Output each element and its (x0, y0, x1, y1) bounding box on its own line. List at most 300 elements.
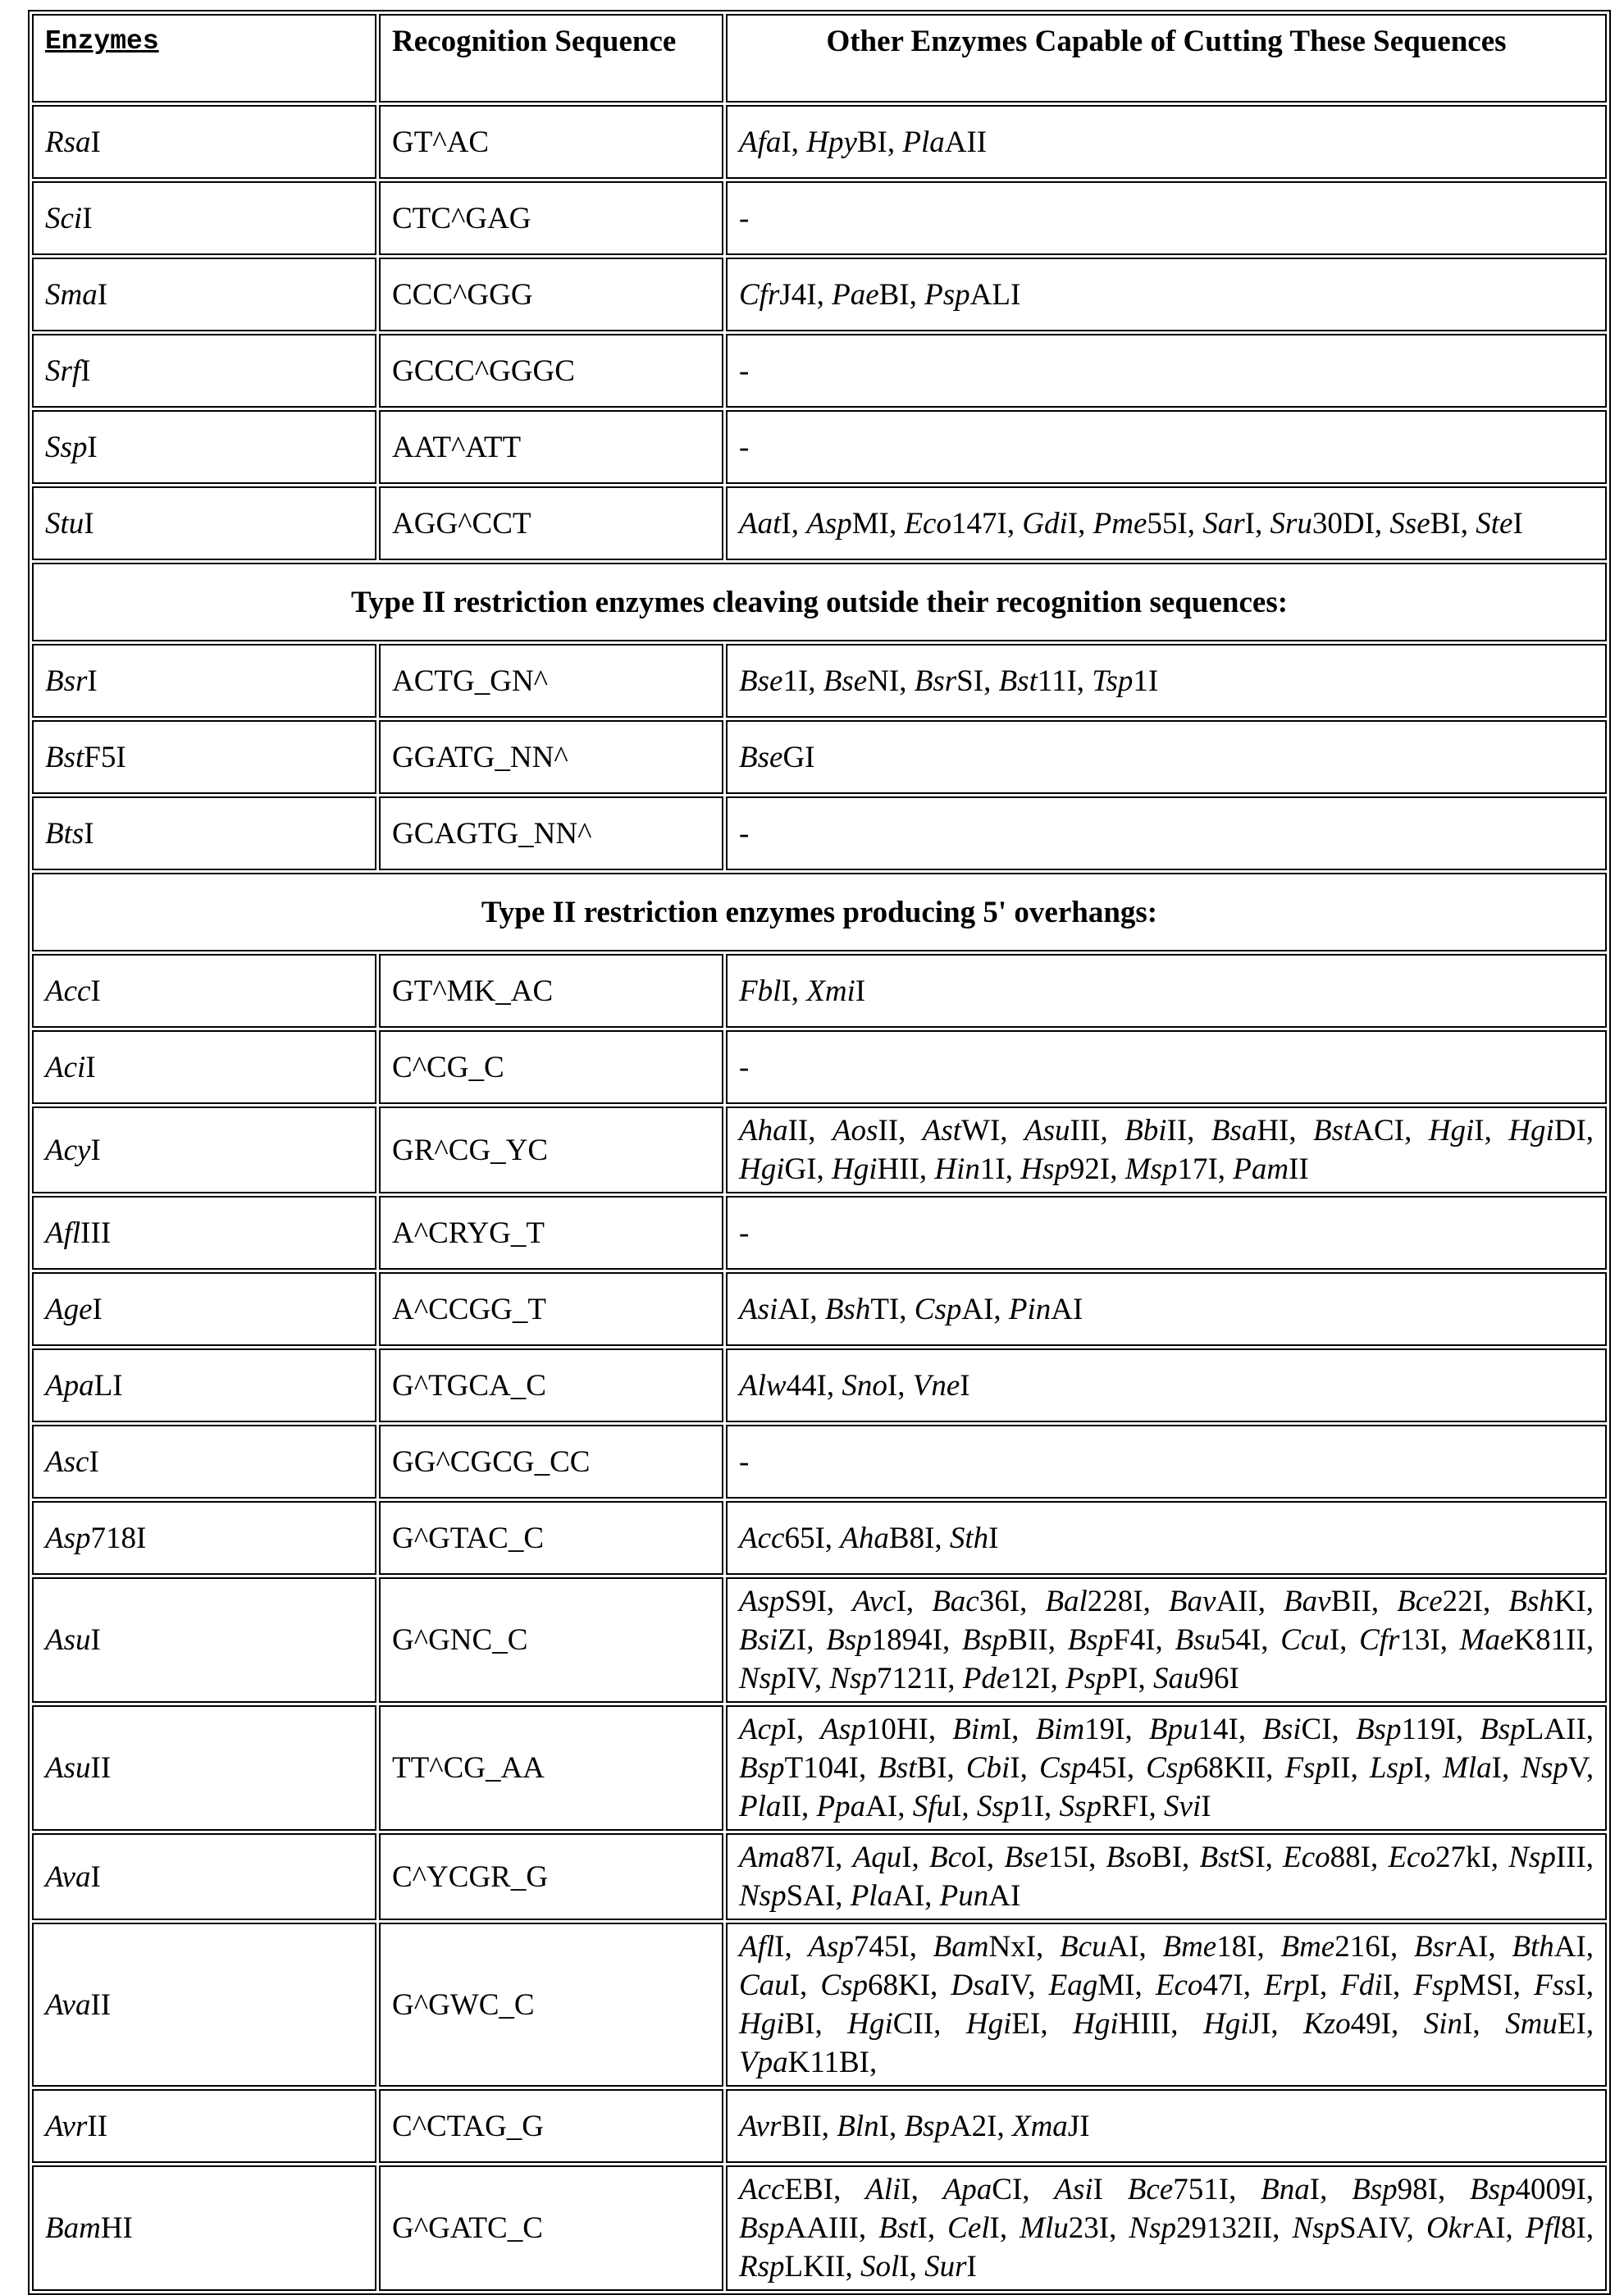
enzyme-name-suffix: 98I (1398, 2173, 1438, 2206)
enzyme-name-italic: Nsp (739, 1662, 787, 1695)
other-enzyme (739, 2110, 822, 2143)
enzyme-name-italic: Vne (913, 1369, 960, 1403)
enzyme-name-suffix: 718I (91, 1522, 147, 1555)
enzyme-name-suffix: I (781, 974, 791, 1008)
other-enzyme (932, 1585, 1020, 1618)
enzyme-name-suffix: I (87, 431, 97, 464)
enzyme-name-suffix: KI (1554, 1585, 1586, 1618)
enzyme-name-suffix: BI (879, 278, 910, 312)
other-enzyme (806, 974, 865, 1008)
enzyme-name-italic: Psp (924, 278, 970, 312)
other-enzyme (1068, 1623, 1156, 1657)
enzyme-name-italic: Hin (934, 1152, 980, 1186)
enzyme-name-suffix: II (1289, 1152, 1309, 1186)
enzyme-name-italic: Aci (45, 1051, 85, 1084)
enzyme-name-italic: Ssp (1060, 1790, 1102, 1823)
other-enzyme (817, 1790, 898, 1823)
enzyme-name-italic: Bme (1162, 1930, 1216, 1964)
enzyme-name-suffix: DI (1554, 1114, 1586, 1148)
enzyme-name-suffix: 7121I (877, 1662, 947, 1695)
other-enzyme (739, 1662, 814, 1695)
enzyme-name-italic: Bsr (45, 664, 87, 698)
table-row (32, 334, 1607, 408)
enzyme-name-suffix: III (1070, 1114, 1100, 1148)
enzyme-name-italic: Bbi (1124, 1114, 1166, 1148)
enzyme-name-suffix: JI (1249, 2007, 1271, 2041)
other-enzymes-cell: AcpI, Asp10HI, BimI, Bim19I, Bpu14I, BsiCI, Bsp119I, BspLAII, BspT104I, BstBI, CbiI, Csp45I, Csp68KII, FspII, LspI, MlaI, NspV, PlaII, PpaAI, SfuI, Ssp1I, SspRFI, SviI (726, 1705, 1607, 1831)
other-enzymes-cell: AsiAI, BshTI, CspAI, PinAI (726, 1272, 1607, 1346)
enzyme-name-italic: Bse (1004, 1841, 1047, 1874)
enzyme-name-italic: Csp (1146, 1751, 1193, 1785)
enzyme-name-suffix: 29132II (1176, 2211, 1272, 2245)
enzyme-name-suffix: 1I (782, 664, 808, 698)
other-enzyme (1359, 1623, 1440, 1657)
enzyme-name-italic: Bsp (904, 2110, 950, 2143)
enzyme-name-suffix: AI (892, 1879, 924, 1913)
other-enzyme (1480, 1713, 1585, 1746)
enzyme-name-italic: Ama (739, 1841, 795, 1874)
enzyme-name-italic: Nsp (1292, 2211, 1339, 2245)
enzyme-name-italic: Bav (1284, 1585, 1331, 1618)
enzyme-name-italic: Sau (1153, 1662, 1199, 1695)
enzyme-name-suffix: I (1010, 1751, 1020, 1785)
enzyme-name-suffix: 23I (1069, 2211, 1109, 2245)
enzyme-name-italic: Mae (1460, 1623, 1514, 1657)
enzyme-name-suffix: 1894I (872, 1623, 942, 1657)
enzyme-name-italic: Bsu (1175, 1623, 1220, 1657)
enzyme-name-italic: Kzo (1303, 2007, 1351, 2041)
other-enzyme (1526, 2211, 1586, 2245)
enzyme-name-italic: Mlu (1020, 2211, 1069, 2245)
other-enzymes-cell: Bse1I, BseNI, BsrSI, Bst11I, Tsp1I (726, 644, 1607, 718)
enzyme-name-italic: Bst (1199, 1841, 1238, 1874)
enzyme-name-suffix: I (1474, 1114, 1484, 1148)
enzyme-name-suffix: I (90, 974, 100, 1008)
enzyme-name-italic: Asi (739, 1293, 778, 1326)
other-enzymes-cell: Ama87I, AquI, BcoI, Bse15I, BsoBI, BstSI, Eco88I, Eco27kI, NspIII, NspSAI, PlaAI, PunAI (726, 1833, 1607, 1920)
other-enzyme (739, 1114, 808, 1148)
section-heading: Type II restriction enzymes producing 5' overhangs: (32, 873, 1607, 951)
table-row (32, 1196, 1607, 1270)
other-enzyme (1202, 507, 1255, 541)
enzyme-name-suffix: I (90, 1860, 100, 1894)
enzyme-name-suffix: II (781, 1790, 801, 1823)
enzyme-name-italic: Bce (1397, 1585, 1442, 1618)
other-enzyme (826, 1623, 942, 1657)
other-enzyme (1303, 2007, 1391, 2041)
table-row (32, 2165, 1607, 2291)
enzyme-name-italic: Ast (923, 1114, 961, 1148)
enzyme-name-italic: Csp (820, 1969, 868, 2002)
enzyme-name-suffix: BII (1331, 1585, 1371, 1618)
enzyme-name-suffix: RFI (1102, 1790, 1149, 1823)
other-enzyme (1199, 1841, 1265, 1874)
enzyme-name-italic: Smu (1505, 2007, 1558, 2041)
table-row (32, 1501, 1607, 1575)
enzyme-name-italic: Cfr (1359, 1623, 1399, 1657)
enzyme-name-italic: Stu (45, 507, 84, 541)
enzyme-name-italic: Asc (45, 1445, 89, 1479)
enzyme-name-italic: Bsp (962, 1623, 1008, 1657)
table-row (32, 1272, 1607, 1346)
enzyme-name-italic: Bce (1128, 2173, 1173, 2206)
table-row (32, 1425, 1607, 1499)
other-enzyme (739, 1879, 835, 1913)
enzyme-cell (32, 1705, 376, 1831)
table-row (32, 644, 1607, 718)
enzyme-cell (32, 1425, 376, 1499)
enzyme-name-suffix: 12I (1010, 1662, 1050, 1695)
enzyme-name-italic: Bst (45, 741, 84, 774)
enzyme-name-suffix: II (1330, 1751, 1351, 1785)
enzyme-name-suffix: 17I (1177, 1152, 1217, 1186)
other-enzyme (1169, 1585, 1258, 1618)
enzyme-name-suffix: LAII (1526, 1713, 1586, 1746)
other-enzymes-cell: - (726, 1196, 1607, 1270)
enzyme-name-suffix: BI (1152, 1841, 1182, 1874)
enzyme-name-italic: Asp (739, 1585, 785, 1618)
enzyme-name-suffix: I (918, 2211, 928, 2245)
other-enzyme (1093, 507, 1188, 541)
enzyme-name-suffix: J4I (779, 278, 816, 312)
other-enzyme (977, 1790, 1044, 1823)
other-enzyme (739, 1369, 827, 1403)
enzyme-name-italic: Sfu (913, 1790, 951, 1823)
enzyme-name-suffix: I (901, 1841, 911, 1874)
enzyme-name-italic: Sar (1202, 507, 1244, 541)
enzyme-name-suffix: I (774, 1930, 784, 1964)
enzyme-name-suffix: I (790, 1969, 800, 2002)
enzyme-cell (32, 1577, 376, 1703)
enzyme-name-suffix: 19I (1084, 1713, 1124, 1746)
enzyme-name-italic: Pla (851, 1879, 892, 1913)
enzyme-name-suffix: I (82, 202, 92, 235)
enzyme-name-suffix: I (91, 1623, 101, 1657)
enzyme-name-suffix: I (1093, 2173, 1103, 2206)
other-enzyme (904, 2110, 997, 2143)
enzyme-cell (32, 2089, 376, 2163)
other-enzyme (823, 664, 899, 698)
enzyme-name-italic: Sur (924, 2250, 966, 2284)
enzyme-name-italic: Sth (950, 1522, 988, 1555)
enzyme-name-suffix: II (91, 1751, 112, 1785)
enzyme-name-suffix: I (990, 2211, 1000, 2245)
other-enzyme (833, 1114, 898, 1148)
enzyme-name-italic: Bsr (1414, 1930, 1456, 1964)
enzyme-name-suffix: BI (785, 2007, 815, 2041)
other-enzyme (1175, 1623, 1261, 1657)
enzyme-name-suffix: I (93, 1293, 103, 1326)
enzyme-name-suffix: 1I (980, 1152, 1006, 1186)
enzyme-name-italic: Asu (45, 1751, 91, 1785)
enzyme-name-italic: Afl (739, 1930, 774, 1964)
other-enzymes-cell: Acc65I, AhaB8I, SthI (726, 1501, 1607, 1575)
other-enzyme (1129, 2211, 1272, 2245)
enzyme-name-suffix: I (1245, 507, 1255, 541)
enzyme-name-italic: Ppa (817, 1790, 866, 1823)
enzyme-cell (32, 954, 376, 1028)
enzyme-name-suffix: 49I (1351, 2007, 1391, 2041)
enzyme-name-suffix: S9I (785, 1585, 827, 1618)
other-enzyme (852, 1585, 906, 1618)
enzyme-name-suffix: AI (988, 1879, 1020, 1913)
other-enzyme (739, 1152, 817, 1186)
other-enzyme (739, 1751, 859, 1785)
enzyme-name-italic: Alw (739, 1369, 787, 1403)
enzyme-name-suffix: 65I (784, 1522, 824, 1555)
enzyme-name-italic: Ali (865, 2173, 901, 2206)
recognition-sequence-cell: G^TGCA_C (379, 1348, 723, 1422)
enzyme-name-italic: Nsp (739, 1879, 787, 1913)
enzyme-name-italic: Cfr (739, 278, 779, 312)
enzyme-name-suffix: JI (1068, 2110, 1090, 2143)
enzyme-name-suffix: GI (782, 741, 814, 774)
enzyme-name-suffix: IV (1000, 1969, 1028, 2002)
enzyme-name-suffix: ALI (970, 278, 1021, 312)
enzyme-cell (32, 796, 376, 870)
enzyme-name-suffix: 44I (787, 1369, 827, 1403)
enzyme-name-suffix: LKII (785, 2250, 846, 2284)
enzyme-name-italic: Bim (952, 1713, 1001, 1746)
enzyme-name-suffix: 4009I (1516, 2173, 1586, 2206)
other-enzyme (806, 507, 889, 541)
other-enzymes-cell: AccEBI, AliI, ApaCI, AsiI Bce751I, BnaI, Bsp98I, Bsp4009I, BspAAIII, BstI, CelI, Mlu23I, Nsp29132II, NspSAIV, OkrAI, Pfl8I, RspLKII, SolI, SurI (726, 2165, 1607, 2291)
enzyme-name-suffix: 8I (1561, 2211, 1586, 2245)
enzyme-name-suffix: I (1512, 507, 1522, 541)
other-enzyme (825, 1293, 899, 1326)
enzyme-name-italic: Nsp (829, 1662, 877, 1695)
enzyme-cell (32, 1348, 376, 1422)
other-enzyme (913, 1369, 970, 1403)
enzyme-name-italic: Hgi (832, 1152, 878, 1186)
enzyme-name-suffix: AII (1216, 1585, 1257, 1618)
enzyme-name-suffix: I (1310, 1969, 1320, 2002)
enzyme-name-suffix: NxI (989, 1930, 1037, 1964)
enzyme-name-italic: Eco (1388, 1841, 1435, 1874)
enzyme-name-italic: Acc (45, 974, 90, 1008)
other-enzymes-cell: Alw44I, SnoI, VneI (726, 1348, 1607, 1422)
other-enzyme (999, 664, 1077, 698)
recognition-sequence-cell: G^GWC_C (379, 1923, 723, 2087)
other-enzyme (1313, 1114, 1404, 1148)
enzyme-name-suffix: V (1568, 1751, 1586, 1785)
other-enzyme (1060, 1790, 1149, 1823)
recognition-sequence-cell: TT^CG_AA (379, 1705, 723, 1831)
other-enzyme (1149, 1713, 1239, 1746)
other-enzyme (1284, 1585, 1371, 1618)
enzyme-name-italic: Xma (1012, 2110, 1068, 2143)
other-enzyme (1280, 1623, 1339, 1657)
table-body (32, 105, 1607, 2291)
enzyme-name-suffix: I (1462, 2007, 1472, 2041)
header-other-enzymes: Other Enzymes Capable of Cutting These Sequences (726, 14, 1607, 103)
other-enzyme (1283, 1841, 1371, 1874)
enzyme-name-suffix: AII (945, 125, 987, 159)
enzyme-name-italic: Bco (929, 1841, 977, 1874)
enzyme-name-suffix: 87I (795, 1841, 835, 1874)
enzyme-name-suffix: 92I (1070, 1152, 1110, 1186)
enzyme-name-italic: Xmi (806, 974, 855, 1008)
other-enzyme (840, 1522, 934, 1555)
other-enzyme (1512, 1930, 1585, 1964)
enzyme-name-italic: Sma (45, 278, 98, 312)
enzyme-name-suffix: I (1310, 2173, 1320, 2206)
other-enzyme (1153, 1662, 1239, 1695)
enzyme-name-italic: Bsh (1508, 1585, 1554, 1618)
enzyme-name-italic: Asp (806, 507, 852, 541)
other-enzyme (915, 664, 983, 698)
enzyme-name-suffix: B8I (889, 1522, 935, 1555)
other-enzyme (832, 278, 910, 312)
enzyme-name-italic: Afl (45, 1216, 80, 1250)
enzyme-name-suffix: 55I (1147, 507, 1187, 541)
other-enzyme (1022, 507, 1078, 541)
enzyme-name-italic: Okr (1426, 2211, 1474, 2245)
enzyme-name-suffix: TI (870, 1293, 899, 1326)
enzyme-name-suffix: II (87, 2110, 107, 2143)
enzyme-name-italic: Tsp (1092, 664, 1133, 698)
enzyme-name-suffix: SAI (787, 1879, 836, 1913)
enzyme-name-suffix: II (788, 1114, 809, 1148)
enzyme-name-italic: Eco (904, 507, 951, 541)
enzyme-name-italic: Fsp (1284, 1751, 1330, 1785)
recognition-sequence-cell: GG^CGCG_CC (379, 1425, 723, 1499)
enzyme-cell (32, 644, 376, 718)
enzyme-name-suffix: 18I (1216, 1930, 1257, 1964)
enzyme-name-suffix: EBI (784, 2173, 833, 2206)
enzyme-name-italic: Bna (1261, 2173, 1310, 2206)
enzyme-cell (32, 1923, 376, 2087)
enzyme-name-italic: Avr (739, 2110, 781, 2143)
enzyme-name-suffix: III (80, 1216, 111, 1250)
enzyme-name-suffix: 751I (1173, 2173, 1229, 2206)
other-enzyme (913, 1790, 962, 1823)
table-row (32, 720, 1607, 794)
enzyme-name-italic: Apa (943, 2173, 992, 2206)
table-row (32, 796, 1607, 870)
other-enzyme (739, 2046, 869, 2079)
enzyme-name-italic: Ava (45, 1860, 90, 1894)
enzyme-name-suffix: 228I (1088, 1585, 1143, 1618)
enzyme-name-italic: Hgi (847, 2007, 893, 2041)
other-enzyme (739, 974, 791, 1008)
other-enzyme (1470, 2173, 1586, 2206)
other-enzyme (1397, 1585, 1483, 1618)
other-enzyme (923, 1114, 1001, 1148)
other-enzyme (853, 1841, 912, 1874)
other-enzyme (739, 664, 808, 698)
other-enzymes-cell: - (726, 410, 1607, 484)
enzyme-name-italic: Fss (1534, 1969, 1576, 2002)
enzyme-name-suffix: AI (865, 1790, 897, 1823)
other-enzyme (1413, 1969, 1512, 2002)
enzyme-name-italic: Fsp (1413, 1969, 1459, 2002)
enzyme-name-suffix: I (1413, 1751, 1423, 1785)
other-enzyme (739, 741, 814, 774)
enzyme-name-suffix: K81II (1513, 1623, 1585, 1657)
recognition-sequence-cell: AGG^CCT (379, 486, 723, 560)
other-enzyme (1388, 1841, 1490, 1874)
enzyme-name-suffix: I (960, 1369, 969, 1403)
enzyme-name-suffix: 147I (951, 507, 1007, 541)
recognition-sequence-cell: G^GTAC_C (379, 1501, 723, 1575)
other-enzyme (878, 2211, 928, 2245)
other-enzyme (1045, 1585, 1143, 1618)
enzyme-name-italic: Msp (1125, 1152, 1178, 1186)
enzyme-name-suffix: I (89, 1445, 98, 1479)
other-enzyme (808, 1930, 909, 1964)
enzyme-name-suffix: I (887, 1369, 897, 1403)
enzyme-name-suffix: I (80, 354, 90, 388)
recognition-sequence-cell: G^GNC_C (379, 1577, 723, 1703)
other-enzyme (1264, 1969, 1320, 2002)
enzyme-cell (32, 181, 376, 255)
enzyme-name-suffix: I (84, 817, 94, 851)
other-enzyme (829, 1662, 947, 1695)
enzyme-name-italic: Hgi (966, 2007, 1012, 2041)
other-enzyme (1460, 1623, 1586, 1657)
enzyme-name-italic: Bso (1106, 1841, 1152, 1874)
enzyme-name-suffix: I (781, 125, 791, 159)
enzyme-name-suffix: I (781, 507, 791, 541)
enzyme-name-suffix: 96I (1199, 1662, 1239, 1695)
enzyme-name-suffix: MSI (1459, 1969, 1513, 2002)
enzyme-name-suffix: I (87, 664, 97, 698)
enzyme-name-suffix: AAIII (785, 2211, 859, 2245)
enzyme-name-italic: Asp (808, 1930, 854, 1964)
enzyme-name-italic: Hgi (739, 1152, 785, 1186)
other-enzyme (837, 2110, 889, 2143)
other-enzyme (1164, 1790, 1211, 1823)
enzyme-name-italic: Mla (1443, 1751, 1492, 1785)
enzyme-name-suffix: BI (917, 1751, 947, 1785)
enzyme-name-suffix: I (896, 1585, 906, 1618)
other-enzymes-cell: CfrJ4I, PaeBI, PspALI (726, 258, 1607, 331)
enzyme-name-italic: Bsp (826, 1623, 872, 1657)
enzyme-name-suffix: I (91, 125, 101, 159)
enzyme-cell (32, 1106, 376, 1193)
other-enzyme (1508, 1841, 1586, 1874)
enzyme-name-italic: Ste (1476, 507, 1512, 541)
other-enzymes-cell: AflI, Asp745I, BamNxI, BcuAI, Bme18I, Bme216I, BsrAI, BthAI, CauI, Csp68KI, DsaIV, EagMI, Eco47I, ErpI, FdiI, FspMSI, FssI, HgiBI, HgiCII, HgiEI, HgiHIII, HgiJI, Kzo49I, SinI, SmuEI, VpaK11BI, (726, 1923, 1607, 2087)
enzyme-name-suffix: 27kI (1435, 1841, 1491, 1874)
enzyme-name-italic: Bal (1045, 1585, 1087, 1618)
other-enzyme (1352, 2173, 1438, 2206)
other-enzyme (1036, 1713, 1125, 1746)
enzyme-name-italic: Bts (45, 817, 84, 851)
enzyme-name-italic: Apa (45, 1369, 94, 1403)
enzyme-name-italic: Bst (878, 2211, 917, 2245)
enzyme-name-italic: Bme (1280, 1930, 1334, 1964)
enzyme-cell (32, 1501, 376, 1575)
enzyme-name-suffix: 14I (1198, 1713, 1239, 1746)
header-enzymes: Enzymes (32, 14, 376, 103)
enzyme-name-suffix: SI (956, 664, 983, 698)
enzyme-name-italic: Gdi (1022, 507, 1068, 541)
other-enzyme (924, 2250, 977, 2284)
other-enzyme (1476, 507, 1523, 541)
enzyme-name-italic: Bsi (739, 1623, 778, 1657)
enzyme-name-suffix: 15I (1048, 1841, 1088, 1874)
enzyme-cell (32, 1833, 376, 1920)
enzyme-name-suffix: I (787, 1713, 796, 1746)
other-enzyme (1146, 1751, 1266, 1785)
enzyme-name-italic: Cel (947, 2211, 989, 2245)
other-enzyme (1521, 1751, 1586, 1785)
other-enzyme (1505, 2007, 1586, 2041)
other-enzyme (1054, 2173, 1103, 2206)
other-enzymes-cell: AfaI, HpyBI, PlaAII (726, 105, 1607, 179)
